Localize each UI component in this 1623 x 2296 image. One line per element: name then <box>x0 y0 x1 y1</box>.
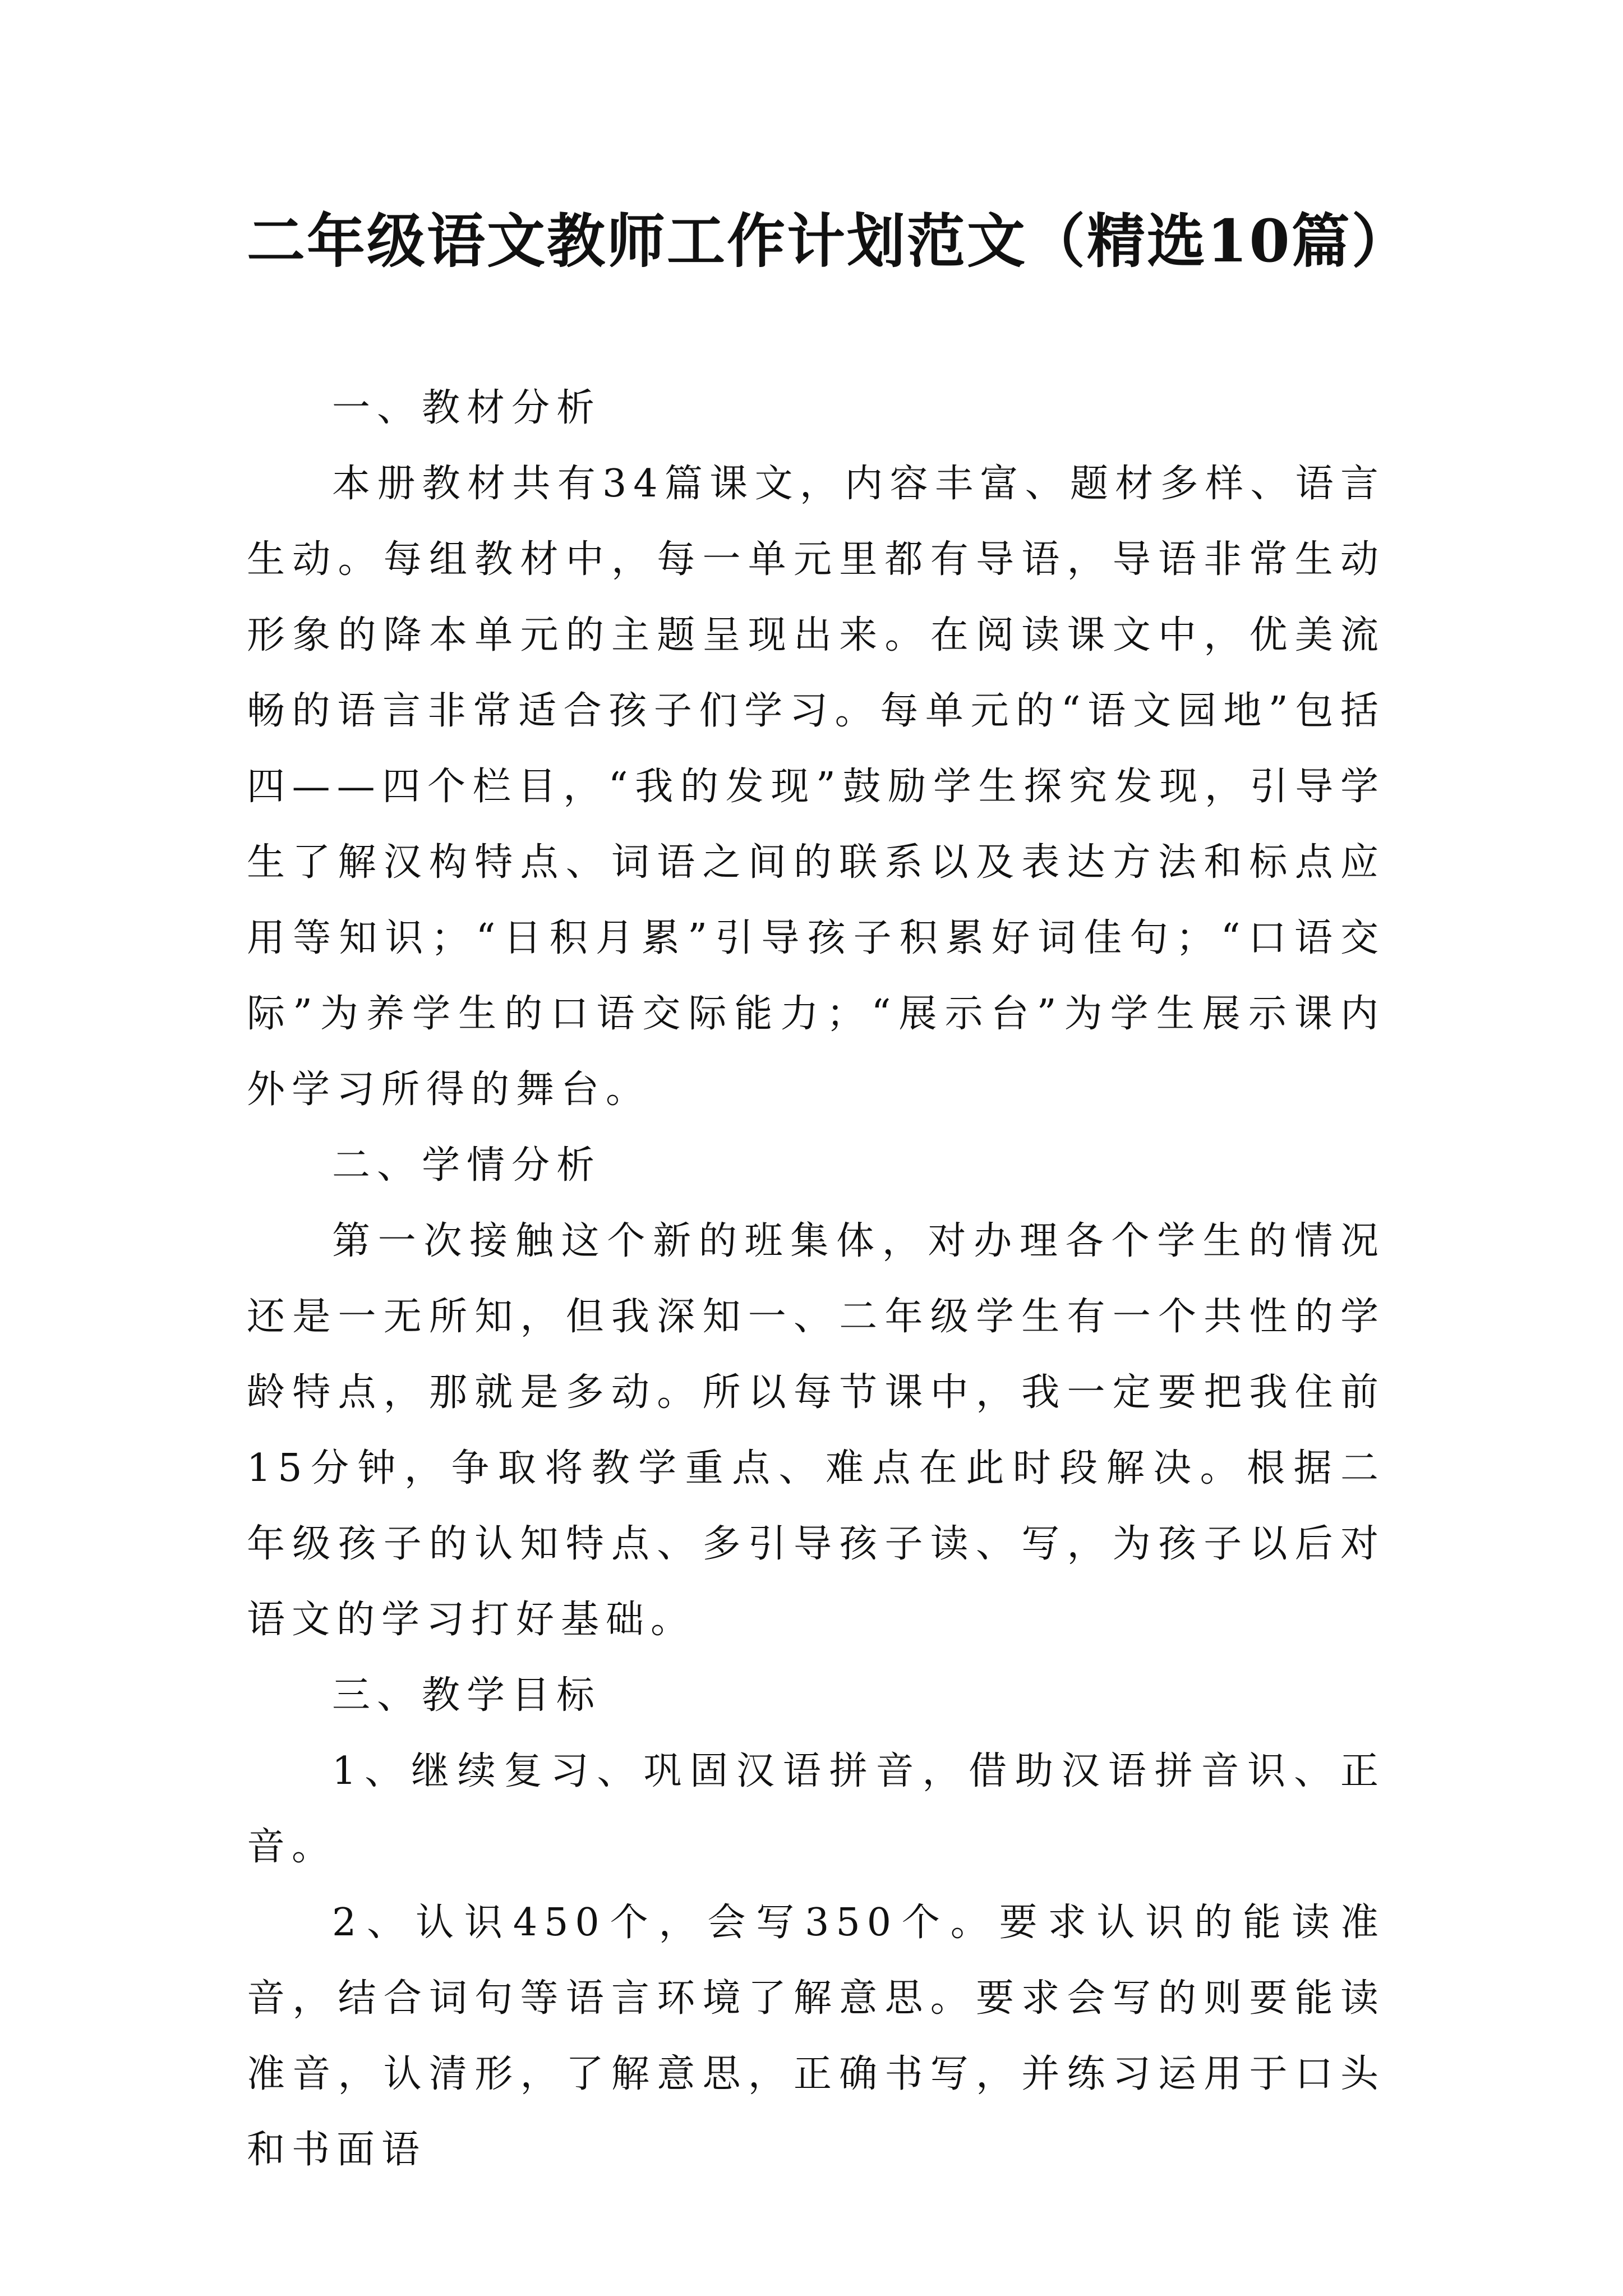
body-paragraph: 本册教材共有34篇课文，内容丰富、题材多样、语言生动。每组教材中，每一单元里都有导语，导语非常生动形象的降本单元的主题呈现出来。在阅读课文中，优美流畅的语言非常适合孩子们学习。每单元的“语文园地”包括四——四个栏目，“我的发现”鼓励学生探究发现，引导学生了解汉构特点、词语之间的联系以及表达方法和标点应用等知识；“日积月累”引导孩子积累好词佳句；“口语交际”为养学生的口语交际能力；“展示台”为学生展示课内外学习所得的舞台。 <box>247 462 1385 1112</box>
section-heading: 三、教学目标 <box>332 1673 602 1718</box>
section-heading: 二、学情分析 <box>332 1143 602 1188</box>
body-paragraph: 2、认识450个，会写350个。要求认识的能读准音，结合词句等语言环境了解意思。要求会写的则要能读准音，认清形，了解意思，正确书写，并练习运用于口头和书面语 <box>247 1901 1385 2172</box>
section-teaching-goals <box>247 1658 1385 2188</box>
document-title: 二年级语文教师工作计划范文（精选10篇） <box>247 206 1412 275</box>
section-heading: 一、教材分析 <box>332 386 602 430</box>
section-textbook-analysis <box>247 370 1385 1128</box>
body-paragraph: 1、继续复习、巩固汉语拼音，借助汉语拼音识、正音。 <box>247 1749 1385 1869</box>
document-body <box>247 370 1385 2188</box>
section-student-analysis <box>247 1128 1385 1658</box>
body-paragraph: 第一次接触这个新的班集体，对办理各个学生的情况还是一无所知，但我深知一、二年级学生有一个共性的学龄特点，那就是多动。所以每节课中，我一定要把我住前15分钟，争取将教学重点、难点在此时段解决。根据二年级孩子的认知特点、多引导孩子读、写，为孩子以后对语文的学习打好基础。 <box>247 1219 1385 1642</box>
